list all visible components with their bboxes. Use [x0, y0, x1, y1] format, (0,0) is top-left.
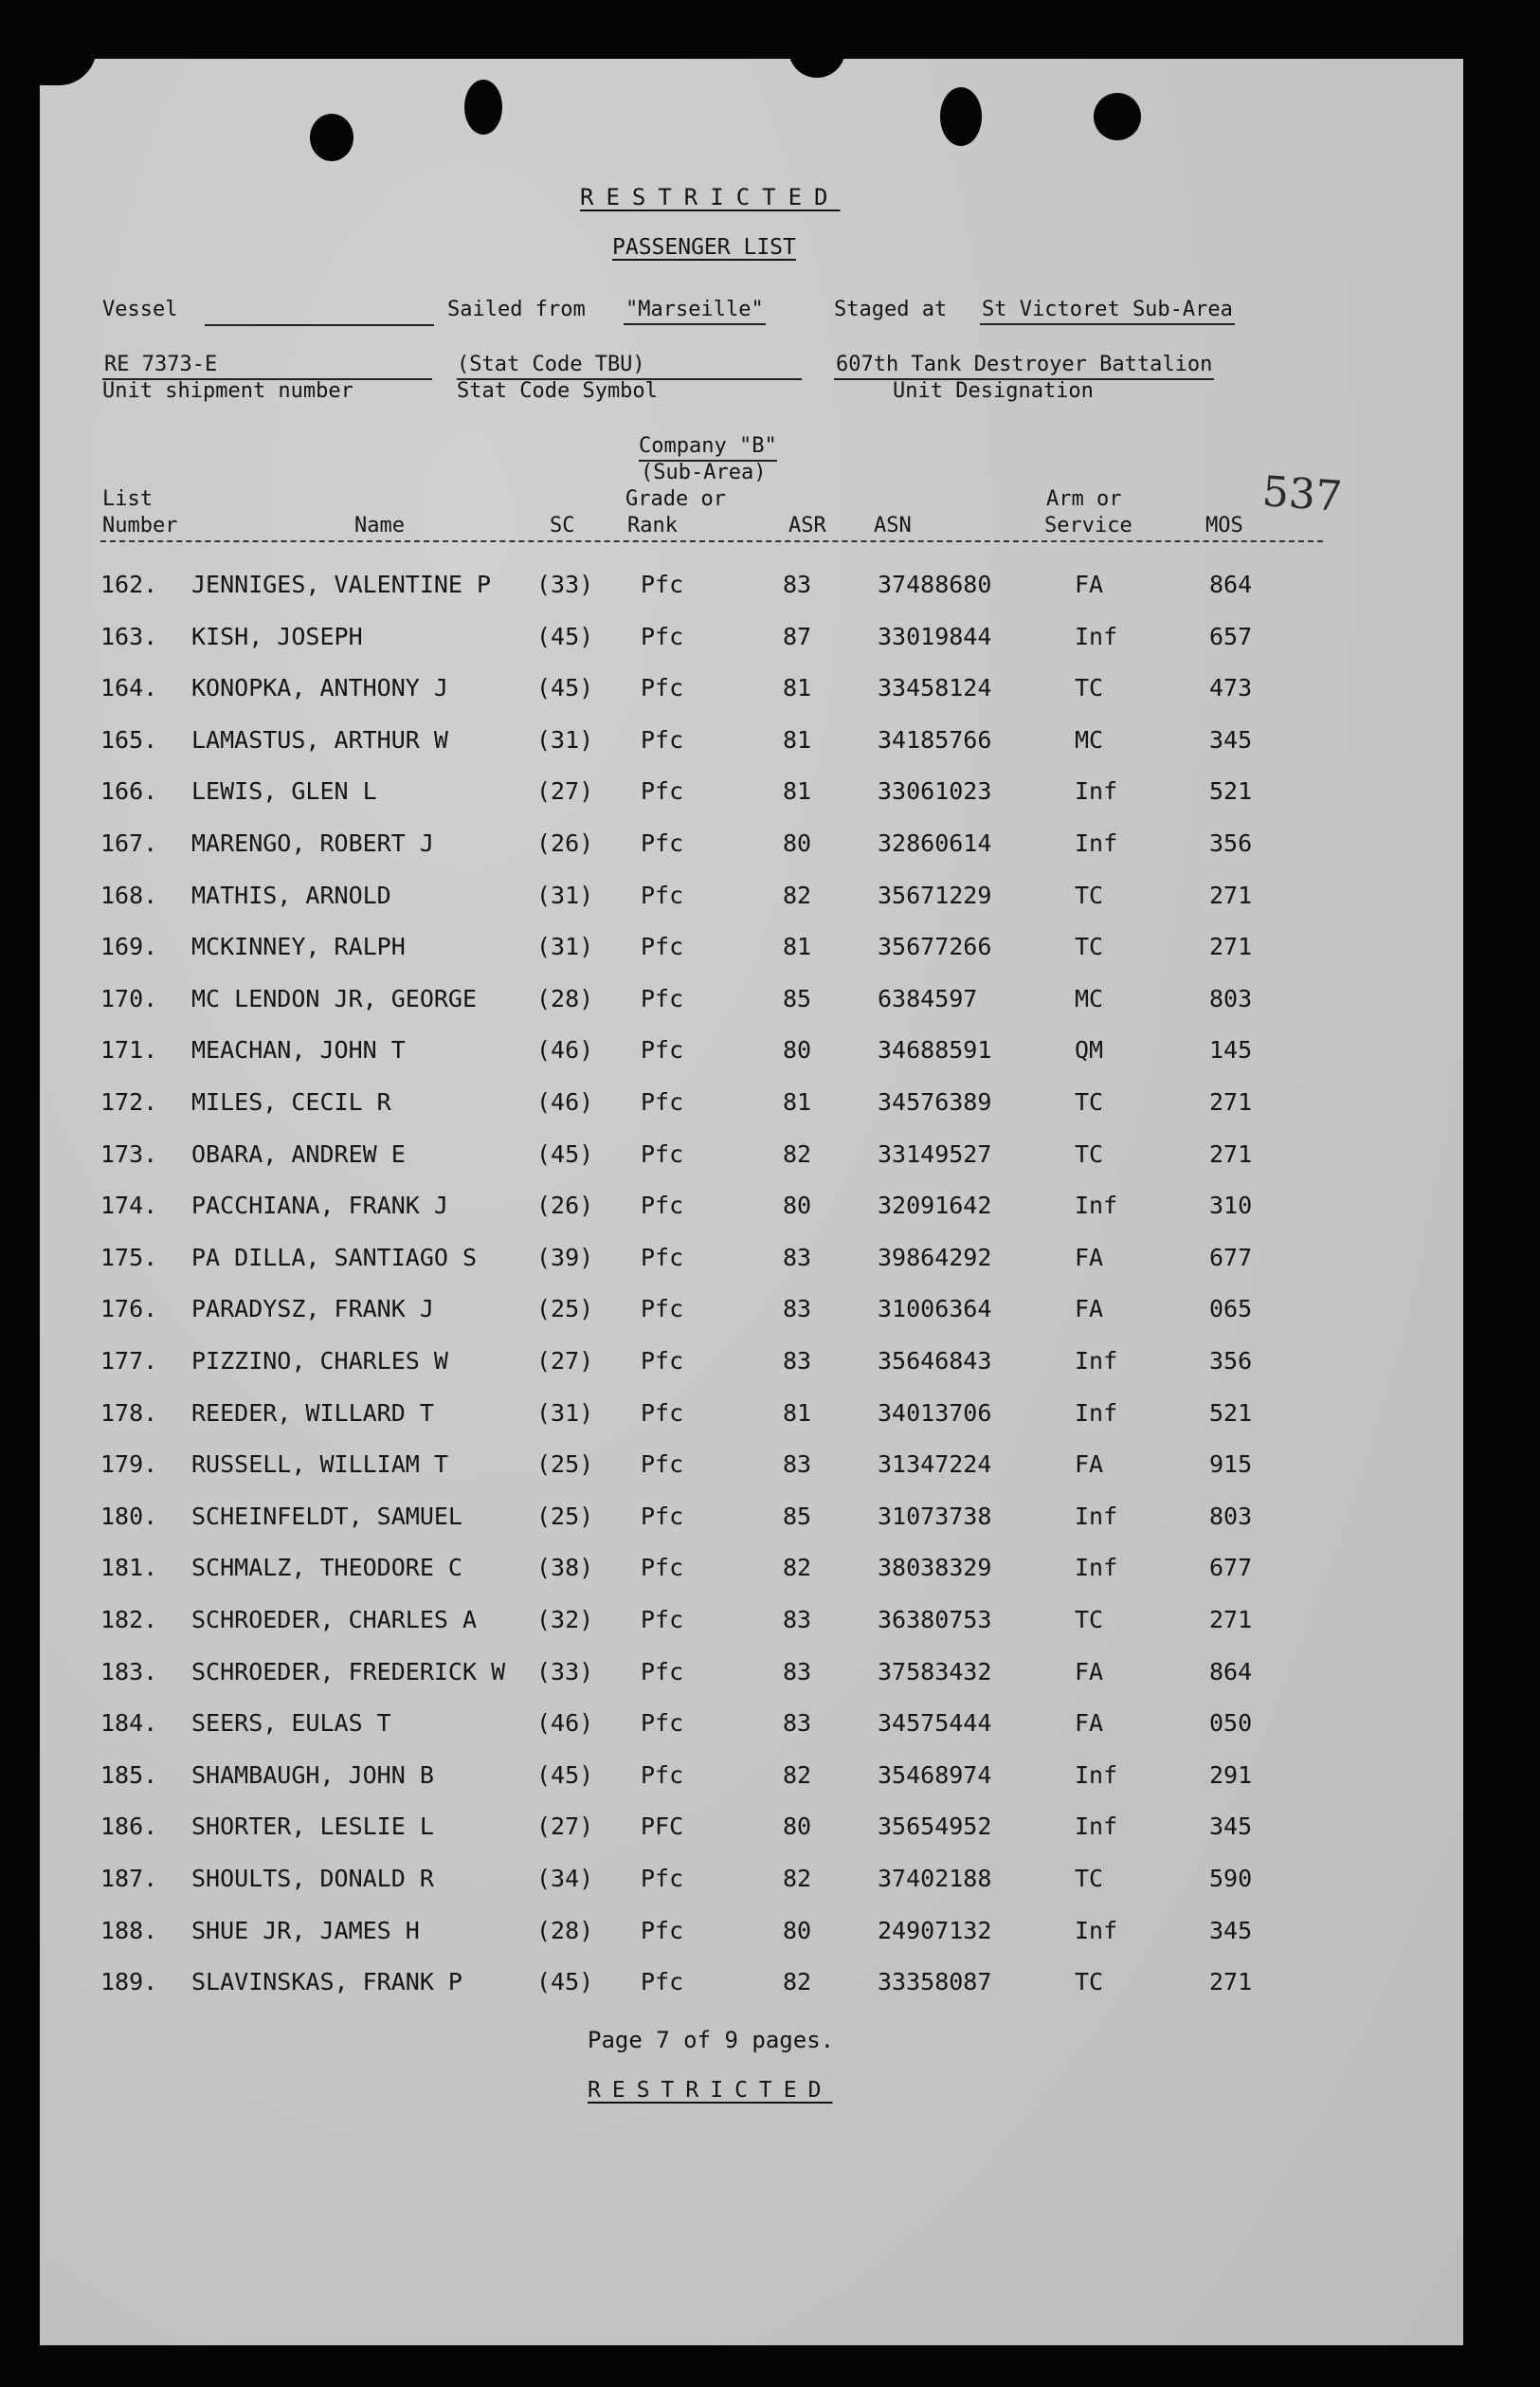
cell-sc: (45)	[536, 674, 594, 702]
cell-grade: Pfc	[641, 1709, 684, 1738]
table-row	[40, 1606, 1463, 1657]
cell-asn: 31006364	[878, 1295, 992, 1323]
cell-mos: 271	[1209, 933, 1253, 961]
cell-sc: (33)	[536, 1657, 594, 1685]
table-row	[40, 571, 1463, 622]
cell-sc: (31)	[536, 725, 594, 754]
col-asr: ASR	[788, 514, 826, 538]
cell-grade: Pfc	[641, 1606, 684, 1633]
cell-name: KISH, JOSEPH	[191, 622, 363, 650]
cell-name: SCHEINFELDT, SAMUEL	[191, 1502, 462, 1530]
cell-sc: (32)	[536, 1606, 594, 1633]
table-row	[40, 1709, 1463, 1760]
cell-grade: Pfc	[641, 1139, 684, 1168]
cell-arm: TC	[1075, 1088, 1104, 1116]
cell-sc: (25)	[536, 1502, 594, 1530]
document-title: RESTRICTED	[580, 184, 841, 210]
cell-grade: Pfc	[641, 1916, 684, 1944]
stat-code-value: (Stat Code TBU)	[457, 353, 802, 380]
cell-asr: 81	[783, 933, 812, 961]
cell-asn: 35677266	[878, 933, 992, 961]
col-grade: Grade or	[625, 487, 726, 511]
cell-mos: 345	[1209, 1916, 1253, 1944]
cell-sc: (31)	[536, 1398, 594, 1427]
cell-sc: (31)	[536, 881, 594, 909]
cell-mos: 864	[1209, 1657, 1253, 1685]
cell-asn: 33061023	[878, 777, 992, 806]
cell-asr: 80	[783, 1192, 812, 1220]
cell-name: SHUE JR, JAMES H	[191, 1916, 420, 1944]
table-row	[40, 777, 1463, 829]
cell-sc: (26)	[536, 1192, 594, 1220]
cell-asn: 37583432	[878, 1657, 992, 1685]
cell-arm: Inf	[1075, 1398, 1118, 1427]
cell-grade: Pfc	[641, 777, 684, 806]
punch-hole	[310, 114, 353, 161]
page-stamp-number: 537	[1260, 467, 1344, 521]
table-row	[40, 1140, 1463, 1192]
staged-value: St Victoret Sub-Area	[980, 298, 1235, 325]
cell-asn: 33019844	[878, 622, 992, 650]
sub-area-label: (Sub-Area)	[641, 461, 767, 484]
cell-sc: (46)	[536, 1036, 594, 1065]
cell-name: PIZZINO, CHARLES W	[191, 1347, 448, 1375]
cell-asn: 35671229	[878, 881, 992, 909]
cell-asr: 82	[783, 881, 812, 909]
sailed-value: "Marseille"	[624, 298, 766, 325]
cell-name: LEWIS, GLEN L	[191, 777, 377, 806]
cell-asn: 35654952	[878, 1813, 992, 1841]
cell-num: 183.	[100, 1657, 158, 1685]
cell-num: 171.	[100, 1036, 158, 1065]
cell-asn: 31347224	[878, 1450, 992, 1479]
cell-asn: 31073738	[878, 1502, 992, 1530]
cell-asn: 36380753	[878, 1606, 992, 1633]
cell-asr: 82	[783, 1968, 812, 1996]
cell-arm: FA	[1075, 1709, 1104, 1738]
cell-name: REEDER, WILLARD T	[191, 1398, 434, 1427]
cell-asr: 83	[783, 571, 812, 598]
cell-sc: (28)	[536, 1916, 594, 1944]
cell-asr: 83	[783, 1709, 812, 1738]
cell-sc: (27)	[536, 1347, 594, 1375]
cell-asn: 37488680	[878, 571, 992, 598]
cell-mos: 271	[1209, 1606, 1253, 1633]
table-row	[40, 1295, 1463, 1346]
col-sc: SC	[550, 514, 575, 538]
cell-sc: (45)	[536, 1760, 594, 1789]
cell-mos: 271	[1209, 1139, 1253, 1168]
cell-num: 170.	[100, 984, 158, 1012]
cell-sc: (26)	[536, 829, 594, 857]
cell-num: 165.	[100, 725, 158, 754]
vessel-value	[205, 298, 434, 326]
cell-asr: 80	[783, 1036, 812, 1065]
cell-arm: MC	[1075, 725, 1104, 754]
cell-num: 176.	[100, 1295, 158, 1323]
cell-name: SLAVINSKAS, FRANK P	[191, 1968, 462, 1996]
cell-name: MCKINNEY, RALPH	[191, 933, 406, 961]
table-row	[40, 985, 1463, 1036]
cell-mos: 345	[1209, 725, 1253, 754]
cell-asr: 83	[783, 1450, 812, 1479]
cell-grade: Pfc	[641, 1450, 684, 1479]
cell-arm: Inf	[1075, 1502, 1118, 1530]
cell-num: 185.	[100, 1760, 158, 1789]
cell-grade: Pfc	[641, 984, 684, 1012]
cell-name: MATHIS, ARNOLD	[191, 881, 391, 909]
cell-grade: PFC	[641, 1813, 684, 1841]
cell-arm: FA	[1075, 1450, 1104, 1479]
unit-shipment-value: RE 7373-E	[102, 353, 432, 380]
cell-num: 181.	[100, 1554, 158, 1582]
cell-asr: 81	[783, 1088, 812, 1116]
cell-name: PARADYSZ, FRANK J	[191, 1295, 434, 1323]
table-row	[40, 1813, 1463, 1864]
punch-hole	[940, 87, 982, 146]
cell-grade: Pfc	[641, 829, 684, 857]
cell-arm: Inf	[1075, 1554, 1118, 1582]
table-row	[40, 882, 1463, 933]
cell-grade: Pfc	[641, 571, 684, 598]
cell-asr: 83	[783, 1606, 812, 1633]
cell-sc: (45)	[536, 622, 594, 650]
cell-asn: 34013706	[878, 1398, 992, 1427]
col-rank: Rank	[627, 514, 678, 538]
table-row	[40, 726, 1463, 777]
cell-name: LAMASTUS, ARTHUR W	[191, 725, 448, 754]
punch-hole	[1094, 93, 1141, 140]
cell-num: 164.	[100, 674, 158, 702]
cell-num: 162.	[100, 571, 158, 598]
cell-asr: 82	[783, 1139, 812, 1168]
cell-mos: 271	[1209, 1968, 1253, 1996]
cell-asn: 34576389	[878, 1088, 992, 1116]
cell-num: 168.	[100, 881, 158, 909]
cell-name: PACCHIANA, FRANK J	[191, 1192, 448, 1220]
cell-mos: 677	[1209, 1243, 1253, 1271]
cell-mos: 864	[1209, 571, 1253, 598]
company-label: Company "B"	[639, 434, 777, 462]
cell-asr: 82	[783, 1760, 812, 1789]
cell-name: SCHMALZ, THEODORE C	[191, 1554, 462, 1582]
table-row	[40, 1192, 1463, 1243]
cell-arm: Inf	[1075, 1760, 1118, 1789]
cell-sc: (39)	[536, 1243, 594, 1271]
col-name: Name	[354, 514, 405, 538]
table-row	[40, 1450, 1463, 1502]
cell-grade: Pfc	[641, 1657, 684, 1685]
cell-arm: TC	[1075, 881, 1104, 909]
table-row	[40, 674, 1463, 725]
staged-label: Staged at	[834, 298, 948, 321]
cell-grade: Pfc	[641, 1088, 684, 1116]
cell-asr: 83	[783, 1295, 812, 1323]
col-mos: MOS	[1205, 514, 1243, 538]
cell-asn: 24907132	[878, 1916, 992, 1944]
cell-mos: 271	[1209, 1088, 1253, 1116]
stat-code-label: Stat Code Symbol	[457, 379, 658, 403]
header-rule	[100, 540, 1323, 542]
cell-name: MEACHAN, JOHN T	[191, 1036, 406, 1065]
document-subtitle: PASSENGER LIST	[612, 235, 796, 260]
cell-sc: (34)	[536, 1865, 594, 1892]
cell-sc: (25)	[536, 1295, 594, 1323]
col-list: List	[102, 487, 153, 511]
cell-num: 178.	[100, 1398, 158, 1427]
cell-asn: 37402188	[878, 1865, 992, 1892]
cell-asr: 80	[783, 829, 812, 857]
table-row	[40, 933, 1463, 984]
cell-asr: 80	[783, 1916, 812, 1944]
cell-num: 186.	[100, 1813, 158, 1841]
cell-grade: Pfc	[641, 1968, 684, 1996]
cell-grade: Pfc	[641, 1554, 684, 1582]
cell-num: 180.	[100, 1502, 158, 1530]
cell-asn: 32860614	[878, 829, 992, 857]
cell-sc: (27)	[536, 777, 594, 806]
cell-grade: Pfc	[641, 1398, 684, 1427]
cell-arm: Inf	[1075, 1347, 1118, 1375]
cell-name: SCHROEDER, FREDERICK W	[191, 1657, 506, 1685]
cell-name: SHOULTS, DONALD R	[191, 1865, 434, 1892]
cell-mos: 657	[1209, 622, 1253, 650]
cell-asn: 35468974	[878, 1760, 992, 1789]
cell-num: 177.	[100, 1347, 158, 1375]
cell-asn: 33358087	[878, 1968, 992, 1996]
col-service: Service	[1044, 514, 1132, 538]
cell-arm: Inf	[1075, 777, 1118, 806]
cell-num: 175.	[100, 1243, 158, 1271]
cell-asr: 83	[783, 1243, 812, 1271]
table-row	[40, 1244, 1463, 1295]
cell-arm: FA	[1075, 1243, 1104, 1271]
cell-name: SCHROEDER, CHARLES A	[191, 1606, 478, 1633]
document-page	[40, 59, 1463, 2345]
unit-shipment-label: Unit shipment number	[102, 379, 353, 403]
cell-grade: Pfc	[641, 725, 684, 754]
cell-num: 172.	[100, 1088, 158, 1116]
cell-num: 188.	[100, 1916, 158, 1944]
cell-num: 182.	[100, 1606, 158, 1633]
table-row	[40, 1088, 1463, 1139]
cell-asn: 33458124	[878, 674, 992, 702]
table-row	[40, 623, 1463, 674]
torn-edge	[30, 40, 97, 85]
footer-restricted: RESTRICTED	[588, 2078, 833, 2103]
cell-name: KONOPKA, ANTHONY J	[191, 674, 448, 702]
cell-mos: 590	[1209, 1865, 1253, 1892]
cell-num: 167.	[100, 829, 158, 857]
table-row	[40, 1917, 1463, 1968]
cell-asr: 81	[783, 674, 812, 702]
col-arm: Arm or	[1046, 487, 1122, 511]
sailed-label: Sailed from	[447, 298, 586, 321]
cell-num: 179.	[100, 1450, 158, 1479]
cell-grade: Pfc	[641, 622, 684, 650]
cell-arm: FA	[1075, 1657, 1104, 1685]
table-row	[40, 1399, 1463, 1450]
cell-grade: Pfc	[641, 1036, 684, 1065]
cell-grade: Pfc	[641, 1295, 684, 1323]
cell-mos: 271	[1209, 881, 1253, 909]
unit-designation-value: 607th Tank Destroyer Battalion	[834, 353, 1214, 380]
cell-arm: Inf	[1075, 1192, 1118, 1220]
cell-grade: Pfc	[641, 1243, 684, 1271]
cell-num: 184.	[100, 1709, 158, 1738]
cell-mos: 356	[1209, 1347, 1253, 1375]
cell-asn: 35646843	[878, 1347, 992, 1375]
cell-asn: 39864292	[878, 1243, 992, 1271]
cell-mos: 677	[1209, 1554, 1253, 1582]
page-number-text: Page 7 of 9 pages.	[588, 2027, 835, 2053]
cell-mos: 291	[1209, 1760, 1253, 1789]
cell-mos: 050	[1209, 1709, 1253, 1738]
cell-grade: Pfc	[641, 933, 684, 961]
passenger-table	[40, 571, 1463, 2031]
cell-name: RUSSELL, WILLIAM T	[191, 1450, 448, 1479]
cell-arm: Inf	[1075, 829, 1118, 857]
cell-arm: TC	[1075, 1968, 1104, 1996]
cell-num: 169.	[100, 933, 158, 961]
cell-arm: FA	[1075, 1295, 1104, 1323]
cell-asr: 81	[783, 777, 812, 806]
cell-arm: MC	[1075, 984, 1104, 1012]
cell-mos: 356	[1209, 829, 1253, 857]
cell-arm: Inf	[1075, 1916, 1118, 1944]
cell-asr: 80	[783, 1813, 812, 1841]
cell-sc: (46)	[536, 1709, 594, 1738]
cell-asr: 87	[783, 622, 812, 650]
table-row	[40, 1761, 1463, 1813]
cell-sc: (45)	[536, 1968, 594, 1996]
cell-num: 166.	[100, 777, 158, 806]
cell-grade: Pfc	[641, 1192, 684, 1220]
table-row	[40, 1658, 1463, 1709]
cell-sc: (31)	[536, 933, 594, 961]
cell-asn: 34185766	[878, 725, 992, 754]
cell-name: MARENGO, ROBERT J	[191, 829, 434, 857]
cell-asr: 83	[783, 1657, 812, 1685]
cell-num: 173.	[100, 1139, 158, 1168]
cell-grade: Pfc	[641, 674, 684, 702]
cell-mos: 803	[1209, 1502, 1253, 1530]
table-row	[40, 1347, 1463, 1398]
cell-arm: TC	[1075, 1865, 1104, 1892]
cell-grade: Pfc	[641, 1502, 684, 1530]
cell-name: JENNIGES, VALENTINE P	[191, 571, 492, 598]
cell-arm: Inf	[1075, 1813, 1118, 1841]
cell-asr: 81	[783, 1398, 812, 1427]
cell-mos: 521	[1209, 1398, 1253, 1427]
cell-arm: FA	[1075, 571, 1104, 598]
cell-asn: 33149527	[878, 1139, 992, 1168]
cell-asn: 34688591	[878, 1036, 992, 1065]
punch-hole	[464, 80, 502, 135]
table-row	[40, 1865, 1463, 1916]
cell-arm: TC	[1075, 1606, 1104, 1633]
cell-name: SEERS, EULAS T	[191, 1709, 391, 1738]
table-row	[40, 1554, 1463, 1605]
table-row	[40, 1968, 1463, 2019]
cell-arm: TC	[1075, 1139, 1104, 1168]
cell-sc: (46)	[536, 1088, 594, 1116]
cell-asr: 83	[783, 1347, 812, 1375]
cell-asr: 85	[783, 1502, 812, 1530]
cell-arm: QM	[1075, 1036, 1104, 1065]
cell-sc: (45)	[536, 1139, 594, 1168]
col-asn: ASN	[874, 514, 912, 538]
unit-designation-label: Unit Designation	[893, 379, 1094, 403]
cell-arm: TC	[1075, 674, 1104, 702]
cell-asr: 85	[783, 984, 812, 1012]
cell-mos: 915	[1209, 1450, 1253, 1479]
vessel-label: Vessel	[102, 298, 178, 321]
cell-num: 163.	[100, 622, 158, 650]
cell-name: PA DILLA, SANTIAGO S	[191, 1243, 478, 1271]
cell-sc: (28)	[536, 984, 594, 1012]
table-row	[40, 1036, 1463, 1087]
cell-sc: (27)	[536, 1813, 594, 1841]
table-row	[40, 1503, 1463, 1554]
cell-mos: 065	[1209, 1295, 1253, 1323]
cell-mos: 345	[1209, 1813, 1253, 1841]
cell-asn: 32091642	[878, 1192, 992, 1220]
cell-sc: (33)	[536, 571, 594, 598]
torn-edge	[788, 40, 845, 78]
cell-mos: 310	[1209, 1192, 1253, 1220]
cell-asr: 82	[783, 1865, 812, 1892]
cell-grade: Pfc	[641, 1760, 684, 1789]
cell-asn: 34575444	[878, 1709, 992, 1738]
cell-asn: 38038329	[878, 1554, 992, 1582]
cell-grade: Pfc	[641, 1865, 684, 1892]
cell-num: 187.	[100, 1865, 158, 1892]
cell-asn: 6384597	[878, 984, 978, 1012]
cell-name: OBARA, ANDREW E	[191, 1139, 406, 1168]
cell-asr: 82	[783, 1554, 812, 1582]
cell-name: MC LENDON JR, GEORGE	[191, 984, 478, 1012]
cell-arm: Inf	[1075, 622, 1118, 650]
cell-name: SHORTER, LESLIE L	[191, 1813, 434, 1841]
cell-num: 189.	[100, 1968, 158, 1996]
cell-name: MILES, CECIL R	[191, 1088, 391, 1116]
cell-mos: 803	[1209, 984, 1253, 1012]
cell-grade: Pfc	[641, 881, 684, 909]
cell-arm: TC	[1075, 933, 1104, 961]
cell-sc: (38)	[536, 1554, 594, 1582]
cell-grade: Pfc	[641, 1347, 684, 1375]
cell-mos: 145	[1209, 1036, 1253, 1065]
col-number: Number	[102, 514, 178, 538]
cell-sc: (25)	[536, 1450, 594, 1479]
cell-num: 174.	[100, 1192, 158, 1220]
cell-asr: 81	[783, 725, 812, 754]
cell-name: SHAMBAUGH, JOHN B	[191, 1760, 434, 1789]
table-row	[40, 829, 1463, 881]
cell-mos: 521	[1209, 777, 1253, 806]
cell-mos: 473	[1209, 674, 1253, 702]
